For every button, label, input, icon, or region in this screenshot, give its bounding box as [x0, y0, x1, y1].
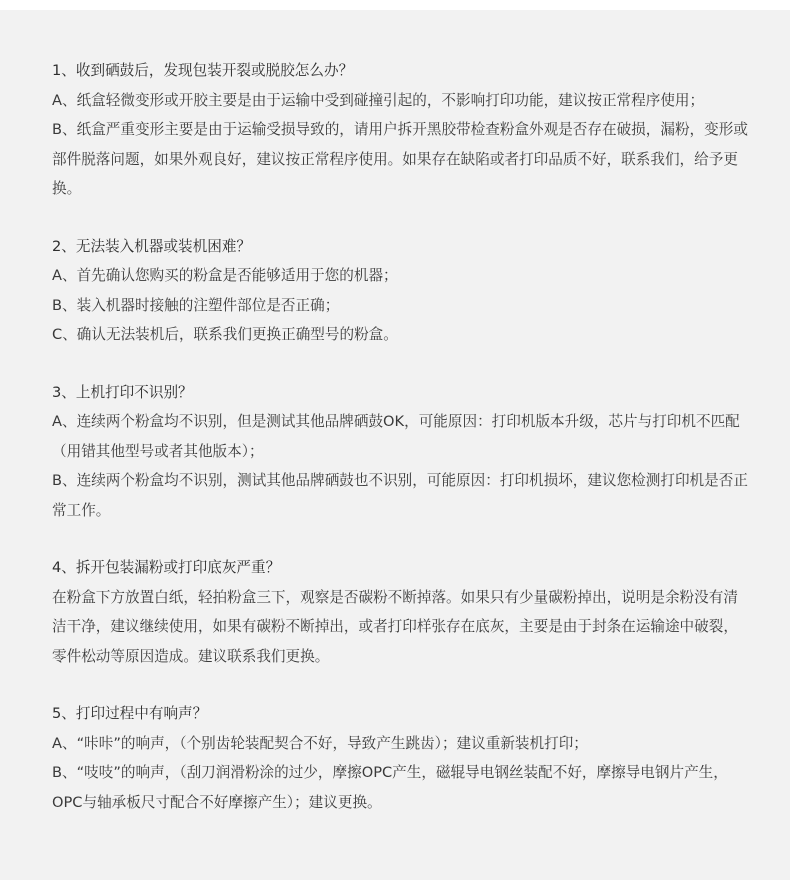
faq-question: 5、打印过程中有响声？	[52, 705, 208, 722]
faq-list	[52, 56, 752, 845]
faq-item-5	[52, 699, 752, 817]
faq-answer: A、首先确认您购买的粉盒是否能够适用于您的机器；	[52, 267, 398, 284]
faq-answer: A、纸盒轻微变形或开胶主要是由于运输中受到碰撞引起的，不影响打印功能，建议按正常程序使用；	[52, 91, 705, 109]
faq-question: 2、无法装入机器或装机困难？	[52, 237, 252, 255]
faq-question: 1、收到硒鼓后，发现包装开裂或脱胶怎么办？	[52, 62, 354, 79]
faq-answer: B、装入机器时接触的注塑件部位是否正确；	[52, 296, 340, 314]
faq-answer: A、连续两个粉盒均不识别，但是测试其他品牌硒鼓OK，可能原因：打印机版本升级，芯片与打印机不匹配（用错其他型号或者其他版本）；	[52, 413, 740, 460]
faq-answer: 在粉盒下方放置白纸，轻拍粉盒三下，观察是否碳粉不断掉落。如果只有少量碳粉掉出，说明是余粉没有清洁干净，建议继续使用，如果有碳粉不断掉出，或者打印样张存在底灰，主要是由于封条在运输途中破裂，零件松动等原因造成。建议联系我们更换。	[52, 588, 738, 665]
faq-answer: C、确认无法装机后，联系我们更换正确型号的粉盒。	[52, 326, 398, 343]
faq-item-3	[52, 378, 752, 526]
faq-item-4	[52, 553, 752, 671]
faq-question: 3、上机打印不识别？	[52, 383, 193, 401]
faq-item-2	[52, 232, 752, 350]
faq-item-1	[52, 56, 752, 204]
faq-answer: B、连续两个粉盒均不识别，测试其他品牌硒鼓也不识别，可能原因：打印机损坏，建议您检测打印机是否正常工作。	[52, 472, 748, 519]
faq-answer: A、“咔咔”的响声，（个别齿轮装配契合不好，导致产生跳齿）；建议重新装机打印；	[52, 734, 588, 752]
faq-answer: B、纸盒严重变形主要是由于运输受损导致的，请用户拆开黑胶带检查粉盒外观是否存在破损，漏粉，变形或部件脱落问题，如果外观良好，建议按正常程序使用。如果存在缺陷或者打印品质不好，联系我们，给予更换。	[52, 121, 748, 197]
faq-panel	[0, 10, 790, 880]
faq-answer: B、“吱吱”的响声，（刮刀润滑粉涂的过少，摩擦OPC产生，磁辊导电钢丝装配不好，摩擦导电钢片产生，OPC与轴承板尺寸配合不好摩擦产生）；建议更换。	[52, 764, 728, 811]
faq-question: 4、拆开包装漏粉或打印底灰严重？	[52, 559, 281, 576]
